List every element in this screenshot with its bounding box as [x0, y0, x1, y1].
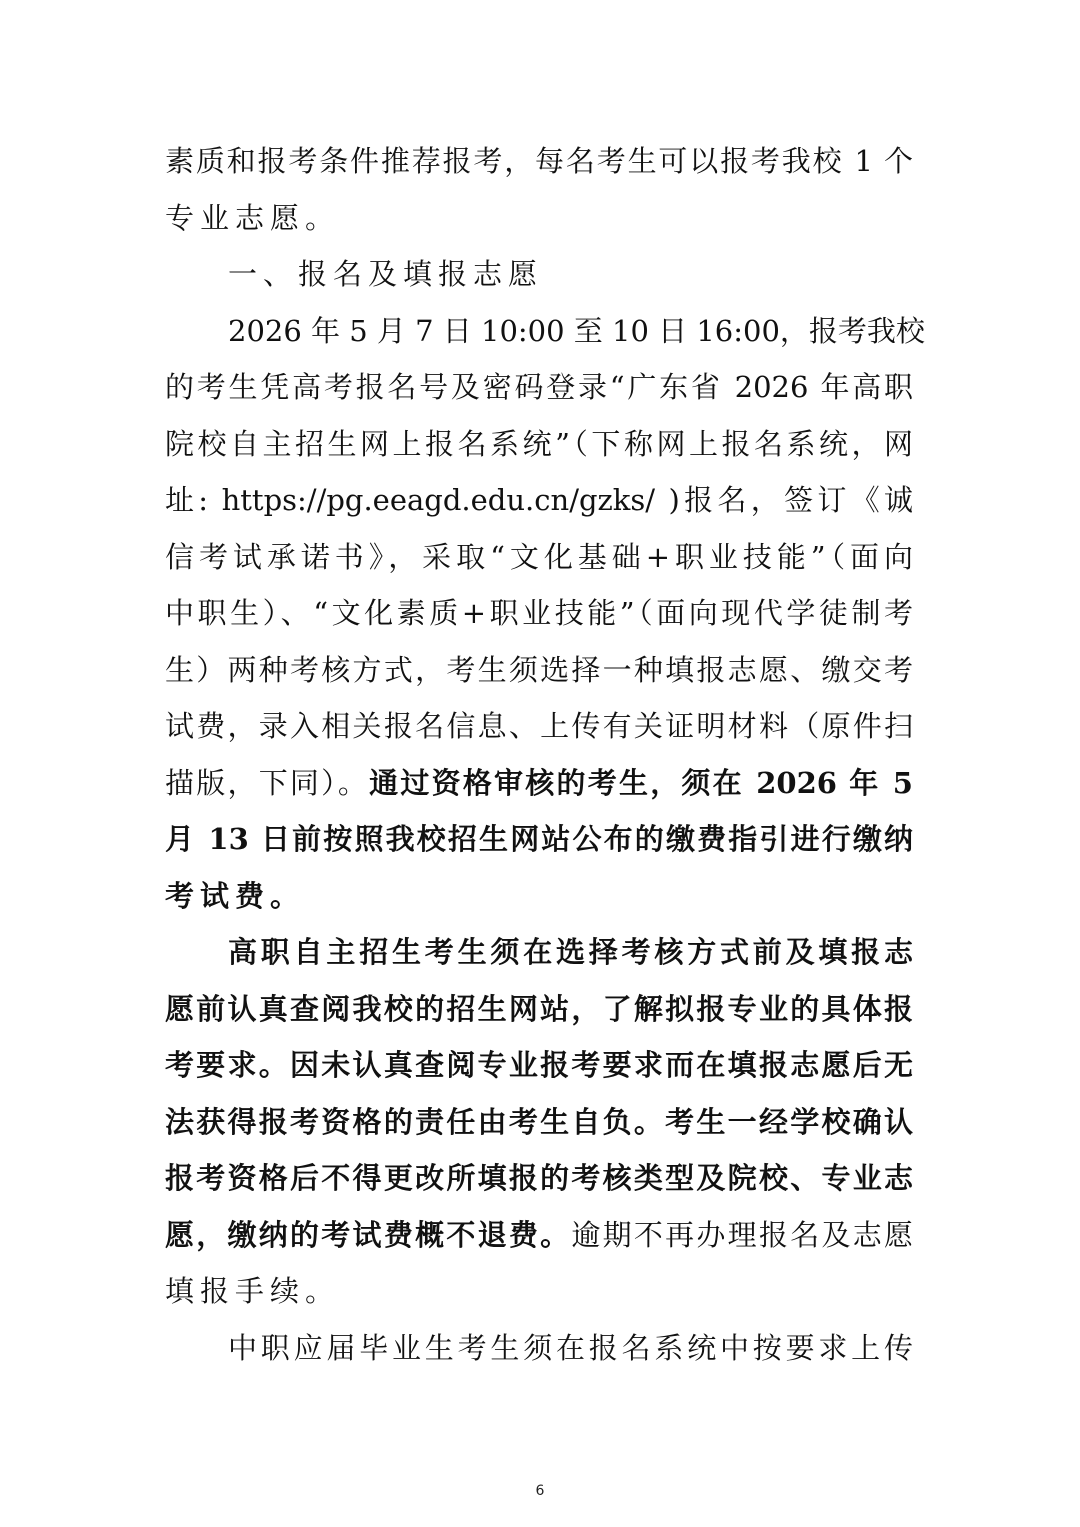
bold-text-segment: 法获得报考资格的责任由考生自负。考生一经学校确认	[165, 1105, 913, 1139]
text-segment: 逾期不再办理报名及志愿	[571, 1218, 913, 1252]
text-segment: 址: https://pg.eeagd.edu.cn/gzks/ )报名，签订《诚	[165, 483, 913, 517]
text-segment: 中职应届毕业生考生须在报名系统中按要求上传	[228, 1331, 913, 1365]
text-line	[165, 367, 913, 407]
section-heading	[228, 254, 913, 294]
page-number: 6	[535, 1483, 545, 1499]
bold-text-segment: 考试费。	[165, 879, 306, 913]
text-line	[165, 537, 913, 577]
text-line	[165, 593, 913, 633]
text-segment: 院校自主招生网上报名系统”（下称网上报名系统，网	[165, 427, 913, 461]
text-line	[165, 141, 913, 181]
text-line	[165, 1271, 913, 1311]
text-segment: 填报手续。	[165, 1274, 341, 1308]
bold-text-segment: 通过资格审核的考生，须在 2026 年 5	[369, 766, 913, 800]
text-line	[165, 1215, 913, 1255]
text-line	[165, 424, 913, 464]
text-segment: 一、报名及填报志愿	[228, 257, 544, 291]
text-line	[228, 1328, 913, 1368]
text-segment: 生）两种考核方式，考生须选择一种填报志愿、缴交考	[165, 653, 913, 687]
bold-text-segment: 月 13 日前按照我校招生网站公布的缴费指引进行缴纳	[165, 822, 913, 856]
bold-text-segment: 报考资格后不得更改所填报的考核类型及院校、专业志	[165, 1161, 913, 1195]
text-segment: 2026 年 5 月 7 日 10:00 至 10 日 16:00，报考我校	[228, 314, 925, 348]
text-line	[165, 480, 913, 520]
text-line	[165, 763, 913, 803]
bold-text-segment: 愿，缴纳的考试费概不退费。	[165, 1218, 572, 1252]
text-segment: 中职生）、“文化素质+职业技能”（面向现代学徒制考	[165, 596, 913, 630]
text-segment: 试费，录入相关报名信息、上传有关证明材料（原件扫	[165, 709, 913, 743]
text-line	[165, 198, 913, 238]
text-segment: 的考生凭高考报名号及密码登录“广东省 2026 年高职	[165, 370, 913, 404]
text-segment: 专业志愿。	[165, 201, 341, 235]
text-line	[228, 311, 925, 351]
bold-text-segment: 考要求。因未认真查阅专业报考要求而在填报志愿后无	[165, 1048, 913, 1082]
bold-text-segment: 愿前认真查阅我校的招生网站，了解拟报专业的具体报	[165, 992, 913, 1026]
text-line	[165, 1045, 913, 1085]
text-segment: 信考试承诺书》，采取“文化基础+职业技能”（面向	[165, 540, 913, 574]
text-line	[165, 1102, 913, 1142]
text-line	[165, 1158, 913, 1198]
text-line	[165, 706, 913, 746]
bold-text-segment: 高职自主招生考生须在选择考核方式前及填报志	[228, 935, 913, 969]
text-line	[165, 650, 913, 690]
text-segment: 素质和报考条件推荐报考，每名考生可以报考我校 1 个	[165, 144, 913, 178]
text-line	[165, 876, 913, 916]
text-line	[165, 819, 913, 859]
text-line	[228, 932, 913, 972]
text-line	[165, 989, 913, 1029]
text-segment: 描版，下同）。	[165, 766, 370, 800]
